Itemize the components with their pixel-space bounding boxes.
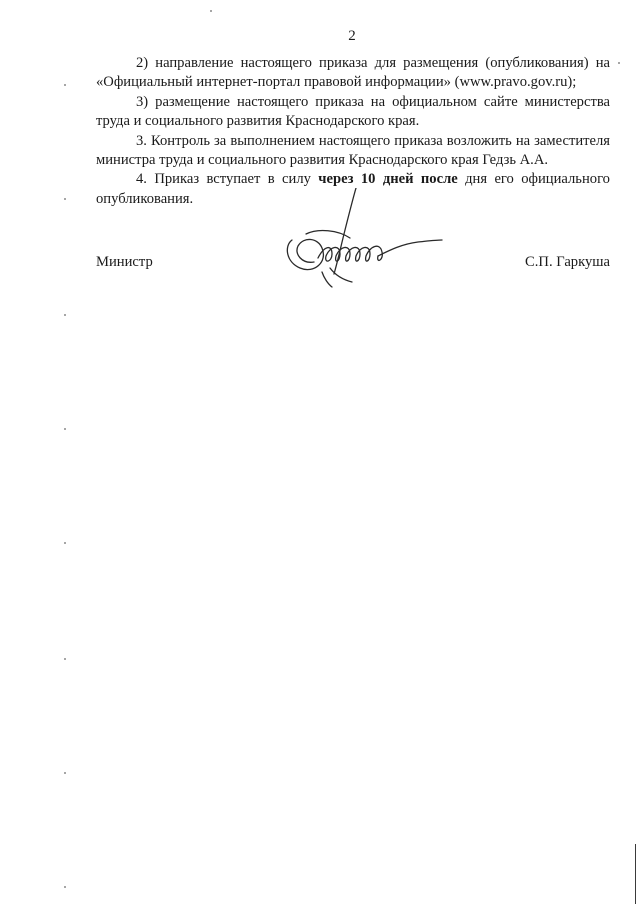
- entry-into-force-text-end: дня его официального опубликования.: [96, 171, 610, 207]
- paragraph-ministry-website: 3) размещение настоящего приказа на официальном сайте министерства труда и социального развития Краснодарского края.: [96, 93, 610, 130]
- scan-margin-dot: [64, 772, 66, 774]
- scan-margin-dot: [64, 542, 66, 544]
- paragraph-control: 3. Контроль за выполнением настоящего приказа возложить на заместителя министра труда и социального развития Краснодарского края Гедзь А.А.: [96, 132, 610, 169]
- signer-role: Министр: [96, 254, 153, 270]
- entry-into-force-period: через 10 дней после: [318, 171, 458, 188]
- document-body: [96, 54, 610, 209]
- signer-name: С.П. Гаркуша: [525, 254, 610, 270]
- scan-margin-dot: [64, 658, 66, 660]
- scan-edge-line: [635, 844, 637, 904]
- entry-into-force-text-start: 4. Приказ вступает в силу: [136, 171, 319, 188]
- handwritten-signature: [278, 188, 448, 288]
- scan-margin-dot: [618, 62, 620, 64]
- scan-margin-dot: [64, 886, 66, 888]
- scan-margin-dot: [64, 84, 66, 86]
- scan-margin-dot: [210, 10, 212, 12]
- scan-margin-dot: [64, 198, 66, 200]
- page-number: 2: [348, 28, 356, 44]
- scan-margin-dot: [64, 314, 66, 316]
- paragraph-publication-portal: 2) направление настоящего приказа для размещения (опубликования) на «Официальный интернет-портал правовой информации» (www.pravo.gov.ru);: [96, 55, 610, 91]
- scan-margin-dot: [64, 428, 66, 430]
